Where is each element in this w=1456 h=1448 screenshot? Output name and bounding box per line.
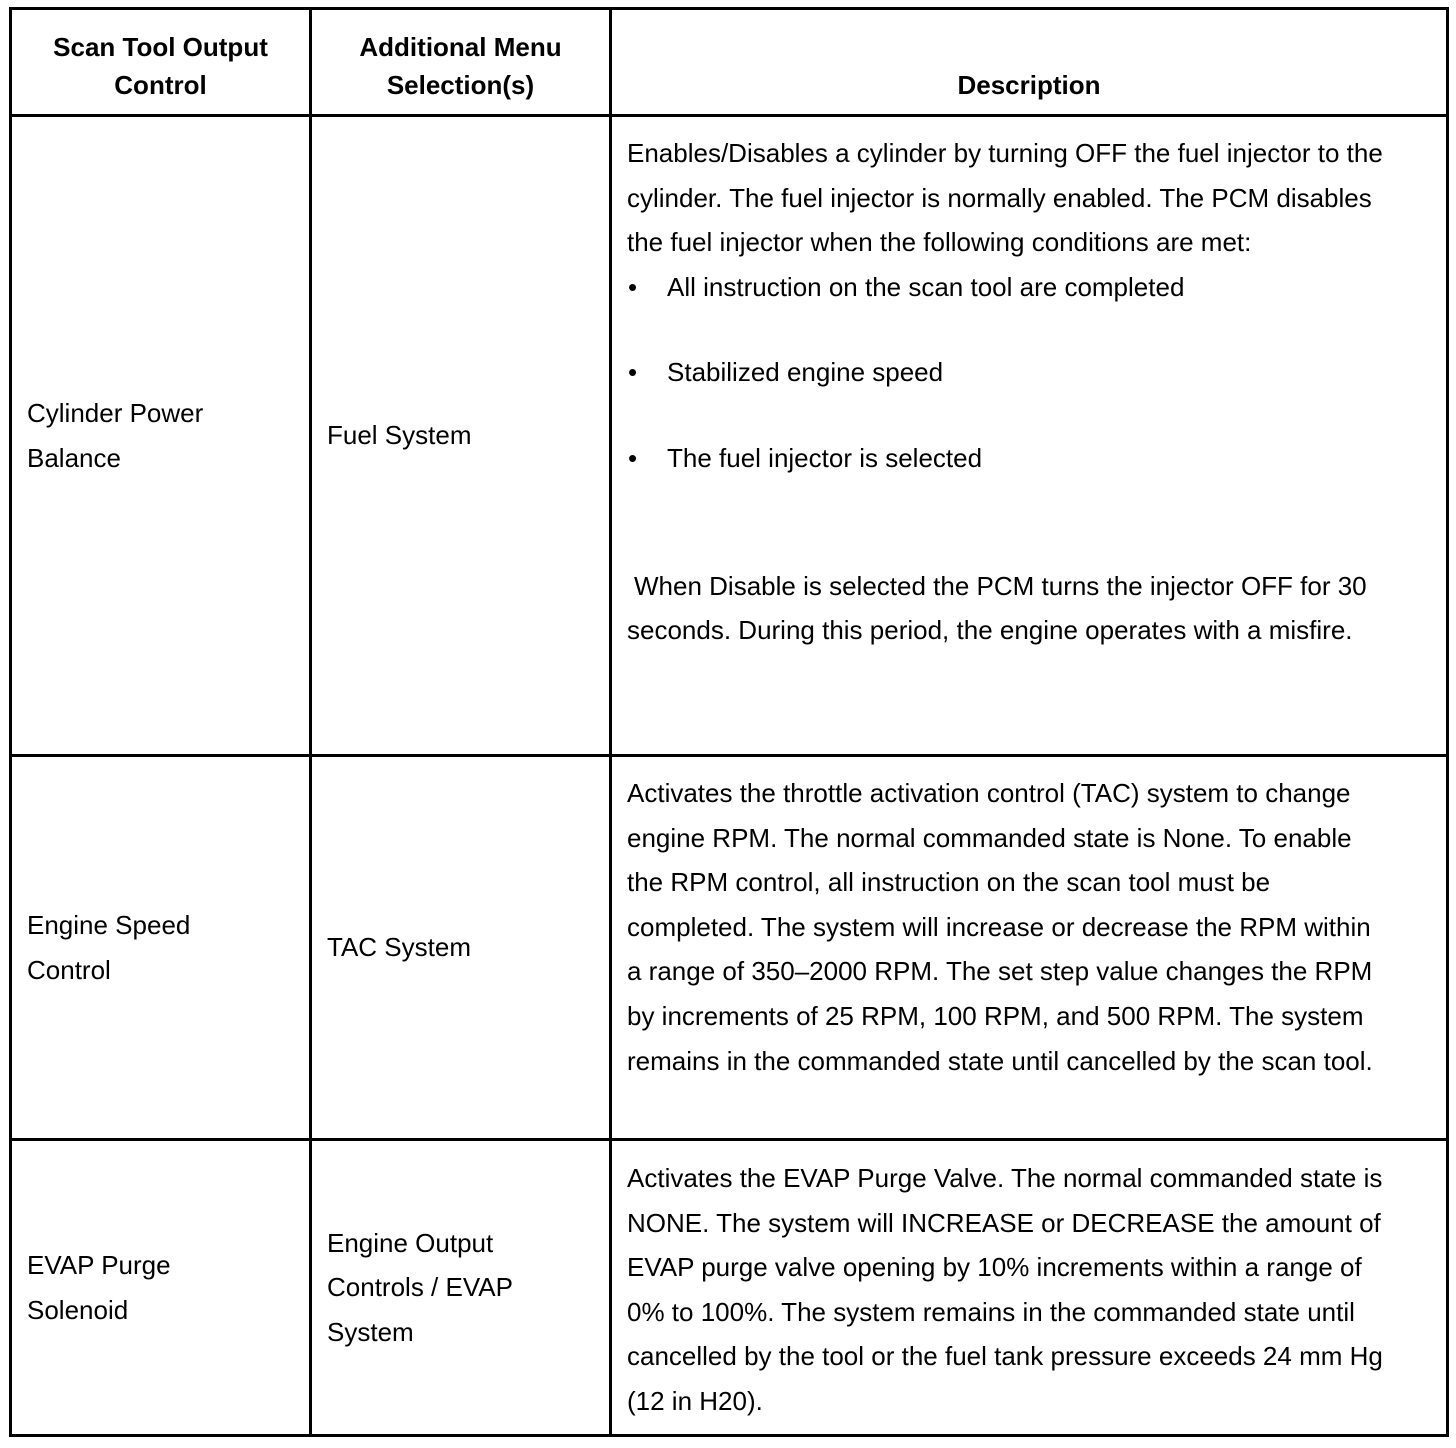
bullet-text: Stabilized engine speed xyxy=(667,357,944,388)
menu-selection-line2: Controls / EVAP xyxy=(327,1272,513,1303)
bullet-icon: • xyxy=(628,442,638,473)
table-row xyxy=(11,756,1448,1140)
header-scan-tool-output-control xyxy=(11,9,311,116)
description-cell xyxy=(611,1140,1448,1436)
bullet-item xyxy=(627,436,1434,481)
header-description: Description xyxy=(611,9,1448,116)
table-row xyxy=(11,116,1448,756)
output-controls-table xyxy=(9,7,1449,1437)
bullet-icon: • xyxy=(628,271,638,302)
description-outro: When Disable is selected the PCM turns the injector OFF for 30 seconds. During this period, the engine operates with a misfire. xyxy=(627,570,1367,646)
menu-cell xyxy=(311,1140,611,1436)
description-cell xyxy=(611,116,1448,756)
control-cell xyxy=(11,756,311,1140)
header-col1-line1: Scan Tool Output xyxy=(53,32,268,62)
bullet-text: The fuel injector is selected xyxy=(667,442,983,473)
control-name-line1: Engine Speed xyxy=(27,909,191,940)
menu-selection-line3: System xyxy=(327,1316,414,1347)
header-col2-line2: Selection(s) xyxy=(386,70,535,100)
output-controls-table-wrapper xyxy=(9,7,1446,1437)
bullet-item xyxy=(627,265,1434,310)
description-text: Activates the EVAP Purge Valve. The normal commanded state is NONE. The system will INCREASE or DECREASE the amount of EVAP purge valve opening by 10% increments within a range of 0% to 100%. The system remains in the commanded state until cancelled by the tool or the fuel tank pressure exceeds 24 mm Hg (12 in H20). xyxy=(627,1163,1383,1416)
control-name-line1: Cylinder Power xyxy=(27,397,204,428)
bullet-item xyxy=(627,350,1434,395)
description-intro: Enables/Disables a cylinder by turning OFF the fuel injector to the cylinder. The fuel injector is normally enabled. The PCM disables the fuel injector when the following conditions are met: xyxy=(627,138,1383,258)
description-text: Activates the throttle activation control (TAC) system to change engine RPM. The normal commanded state is None. To enable the RPM control, all instruction on the scan tool must be completed. The system will increase or decrease the RPM within a range of 350–2000 RPM. The set step value changes the RPM by increments of 25 RPM, 100 RPM, and 500 RPM. The system remains in the commanded state until cancelled by the scan tool. xyxy=(627,778,1373,1076)
header-row xyxy=(11,9,1448,116)
bullet-icon: • xyxy=(628,357,638,388)
header-col2-line1: Additional Menu xyxy=(359,32,562,62)
menu-selection: TAC System xyxy=(327,932,471,963)
menu-selection: Fuel System xyxy=(327,420,472,451)
menu-cell xyxy=(311,756,611,1140)
description-cell xyxy=(611,756,1448,1140)
control-name-line1: EVAP Purge xyxy=(27,1249,171,1280)
header-additional-menu-selections xyxy=(311,9,611,116)
control-name-line2: Balance xyxy=(27,442,121,473)
control-name-line2: Solenoid xyxy=(27,1294,129,1325)
bullet-text: All instruction on the scan tool are completed xyxy=(667,271,1185,302)
menu-selection-line1: Engine Output xyxy=(327,1227,494,1258)
menu-cell xyxy=(311,116,611,756)
control-cell xyxy=(11,116,311,756)
control-cell xyxy=(11,1140,311,1436)
header-col1-line2: Control xyxy=(114,70,207,100)
control-name-line2: Control xyxy=(27,954,111,985)
table-row xyxy=(11,1140,1448,1436)
